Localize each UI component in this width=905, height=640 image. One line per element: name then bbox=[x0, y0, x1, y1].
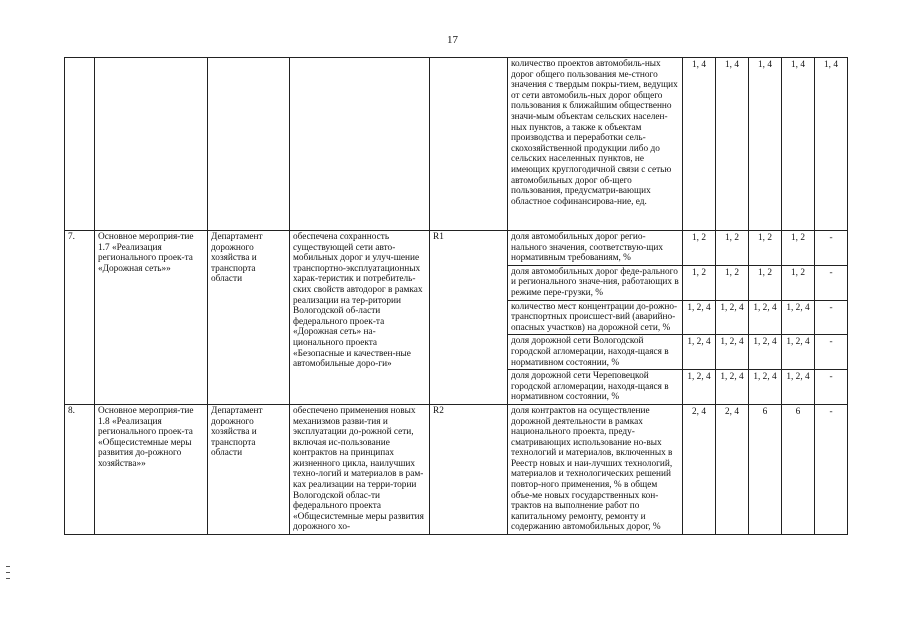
margin-mark bbox=[6, 578, 10, 579]
value-cell: 2, 4 bbox=[683, 404, 716, 534]
measure-cell: Основное мероприя-тие 1.8 «Реализация регионального проек-та «Общесистемные меры развития до-рожного хозяйства»» bbox=[95, 404, 208, 534]
value-cell: - bbox=[815, 404, 848, 534]
value-cell: 6 bbox=[782, 404, 815, 534]
value-cell: 2, 4 bbox=[716, 404, 749, 534]
result-cell bbox=[290, 58, 430, 231]
margin-mark bbox=[6, 566, 10, 567]
page-number: 17 bbox=[447, 34, 458, 46]
indicator-cell: доля автомобильных дорог феде-рального и регионального значе-ния, работающих в режиме пере-грузки, % bbox=[508, 265, 683, 300]
code-cell bbox=[430, 58, 508, 231]
value-cell: 1, 2, 4 bbox=[683, 335, 716, 370]
measure-cell bbox=[95, 58, 208, 231]
value-cell: - bbox=[815, 335, 848, 370]
value-cell: 1, 2, 4 bbox=[683, 300, 716, 335]
value-cell: 1, 2, 4 bbox=[749, 300, 782, 335]
value-cell: 1, 2 bbox=[782, 231, 815, 266]
indicator-cell: доля дорожной сети Вологодской городской агломерации, находя-щаяся в нормативном состоянии, % bbox=[508, 335, 683, 370]
indicator-cell: количество мест концентрации до-рожно-транспортных происшест-вий (аварийно-опасных участков) на дорожной сети, % bbox=[508, 300, 683, 335]
table-row bbox=[65, 231, 848, 266]
value-cell: 1, 2, 4 bbox=[716, 335, 749, 370]
result-cell: обеспечено применения новых механизмов разви-тия и эксплуатации до-рожной сети, включая ис-пользование контрактов на принципах жизненного цикла, наилучших техно-логий и материалов в рам-ках реализации на терри-тории Вологодской облас-ти федерального проекта «Общесистемные меры развития дорожного хо- bbox=[290, 404, 430, 534]
value-cell: 1, 2, 4 bbox=[782, 370, 815, 405]
margin-mark bbox=[6, 572, 10, 573]
value-cell: 1, 4 bbox=[683, 58, 716, 231]
program-table bbox=[64, 57, 848, 535]
code-cell: R2 bbox=[430, 404, 508, 534]
value-cell: 1, 2, 4 bbox=[716, 370, 749, 405]
value-cell: 1, 2, 4 bbox=[749, 335, 782, 370]
value-cell: 1, 2 bbox=[749, 231, 782, 266]
value-cell: - bbox=[815, 265, 848, 300]
margin-marks bbox=[6, 566, 10, 584]
executor-cell bbox=[208, 58, 290, 231]
value-cell: 1, 2 bbox=[749, 265, 782, 300]
value-cell: - bbox=[815, 300, 848, 335]
value-cell: 1, 4 bbox=[716, 58, 749, 231]
result-cell: обеспечена сохранность существующей сети авто-мобильных дорог и улуч-шение транспортно-эксплуатационных харак-теристик и потребитель-ских свойств автодорог в рамках реализации на тер-ритории Вологодской об-ласти федерального проек-та «Дорожная сеть» на-ционального проекта «Безопасные и качествен-ные автомобильные доро-ги» bbox=[290, 231, 430, 405]
executor-cell: Департамент дорожного хозяйства и транспорта области bbox=[208, 404, 290, 534]
indicator-cell: количество проектов автомобиль-ных дорог общего пользования ме-стного значения с твердым покры-тием, ведущих от сети автомобиль-ных дорог общего пользования к ближайшим общественно значи-мым объектам сельских населен-ных пунктов, а также к объектам производства и переработки сель-скохозяйственной продукции либо до сельских населенных пунктов, не имеющих круглогодичной связи с сетью автомобильных дорог об-щего пользования, предусматри-вающих областное софинансирова-ние, ед. bbox=[508, 58, 683, 231]
value-cell: 1, 2 bbox=[716, 231, 749, 266]
number-cell bbox=[65, 58, 95, 231]
number-cell: 8. bbox=[65, 404, 95, 534]
value-cell: 1, 4 bbox=[815, 58, 848, 231]
value-cell: 6 bbox=[749, 404, 782, 534]
table-row bbox=[65, 58, 848, 231]
value-cell: 1, 4 bbox=[782, 58, 815, 231]
value-cell: 1, 4 bbox=[749, 58, 782, 231]
code-cell: R1 bbox=[430, 231, 508, 405]
value-cell: 1, 2 bbox=[683, 265, 716, 300]
number-cell: 7. bbox=[65, 231, 95, 405]
value-cell: 1, 2, 4 bbox=[749, 370, 782, 405]
value-cell: 1, 2 bbox=[683, 231, 716, 266]
value-cell: 1, 2, 4 bbox=[683, 370, 716, 405]
value-cell: 1, 2 bbox=[782, 265, 815, 300]
value-cell: 1, 2, 4 bbox=[782, 300, 815, 335]
value-cell: 1, 2, 4 bbox=[716, 300, 749, 335]
indicator-cell: доля автомобильных дорог регио-нального значения, соответствую-щих нормативным требованиям, % bbox=[508, 231, 683, 266]
measure-cell: Основное мероприя-тие 1.7 «Реализация регионального проек-та «Дорожная сеть»» bbox=[95, 231, 208, 405]
value-cell: - bbox=[815, 370, 848, 405]
indicator-cell: доля дорожной сети Череповецкой городской агломерации, находя-щаяся в нормативном состоянии, % bbox=[508, 370, 683, 405]
value-cell: 1, 2 bbox=[716, 265, 749, 300]
executor-cell: Департамент дорожного хозяйства и транспорта области bbox=[208, 231, 290, 405]
value-cell: - bbox=[815, 231, 848, 266]
indicator-cell: доля контрактов на осуществление дорожной деятельности в рамках национального проекта, преду-сматривающих использование но-вых технологий и материалов, включенных в Реестр новых и наи-лучших технологий, материалов и технологических решений повтор-ного применения, % в общем объе-ме новых государственных кон-трактов на выполнение работ по капитальному ремонту, ремонту и содержанию автомобильных дорог, % bbox=[508, 404, 683, 534]
value-cell: 1, 2, 4 bbox=[782, 335, 815, 370]
table-row bbox=[65, 404, 848, 534]
